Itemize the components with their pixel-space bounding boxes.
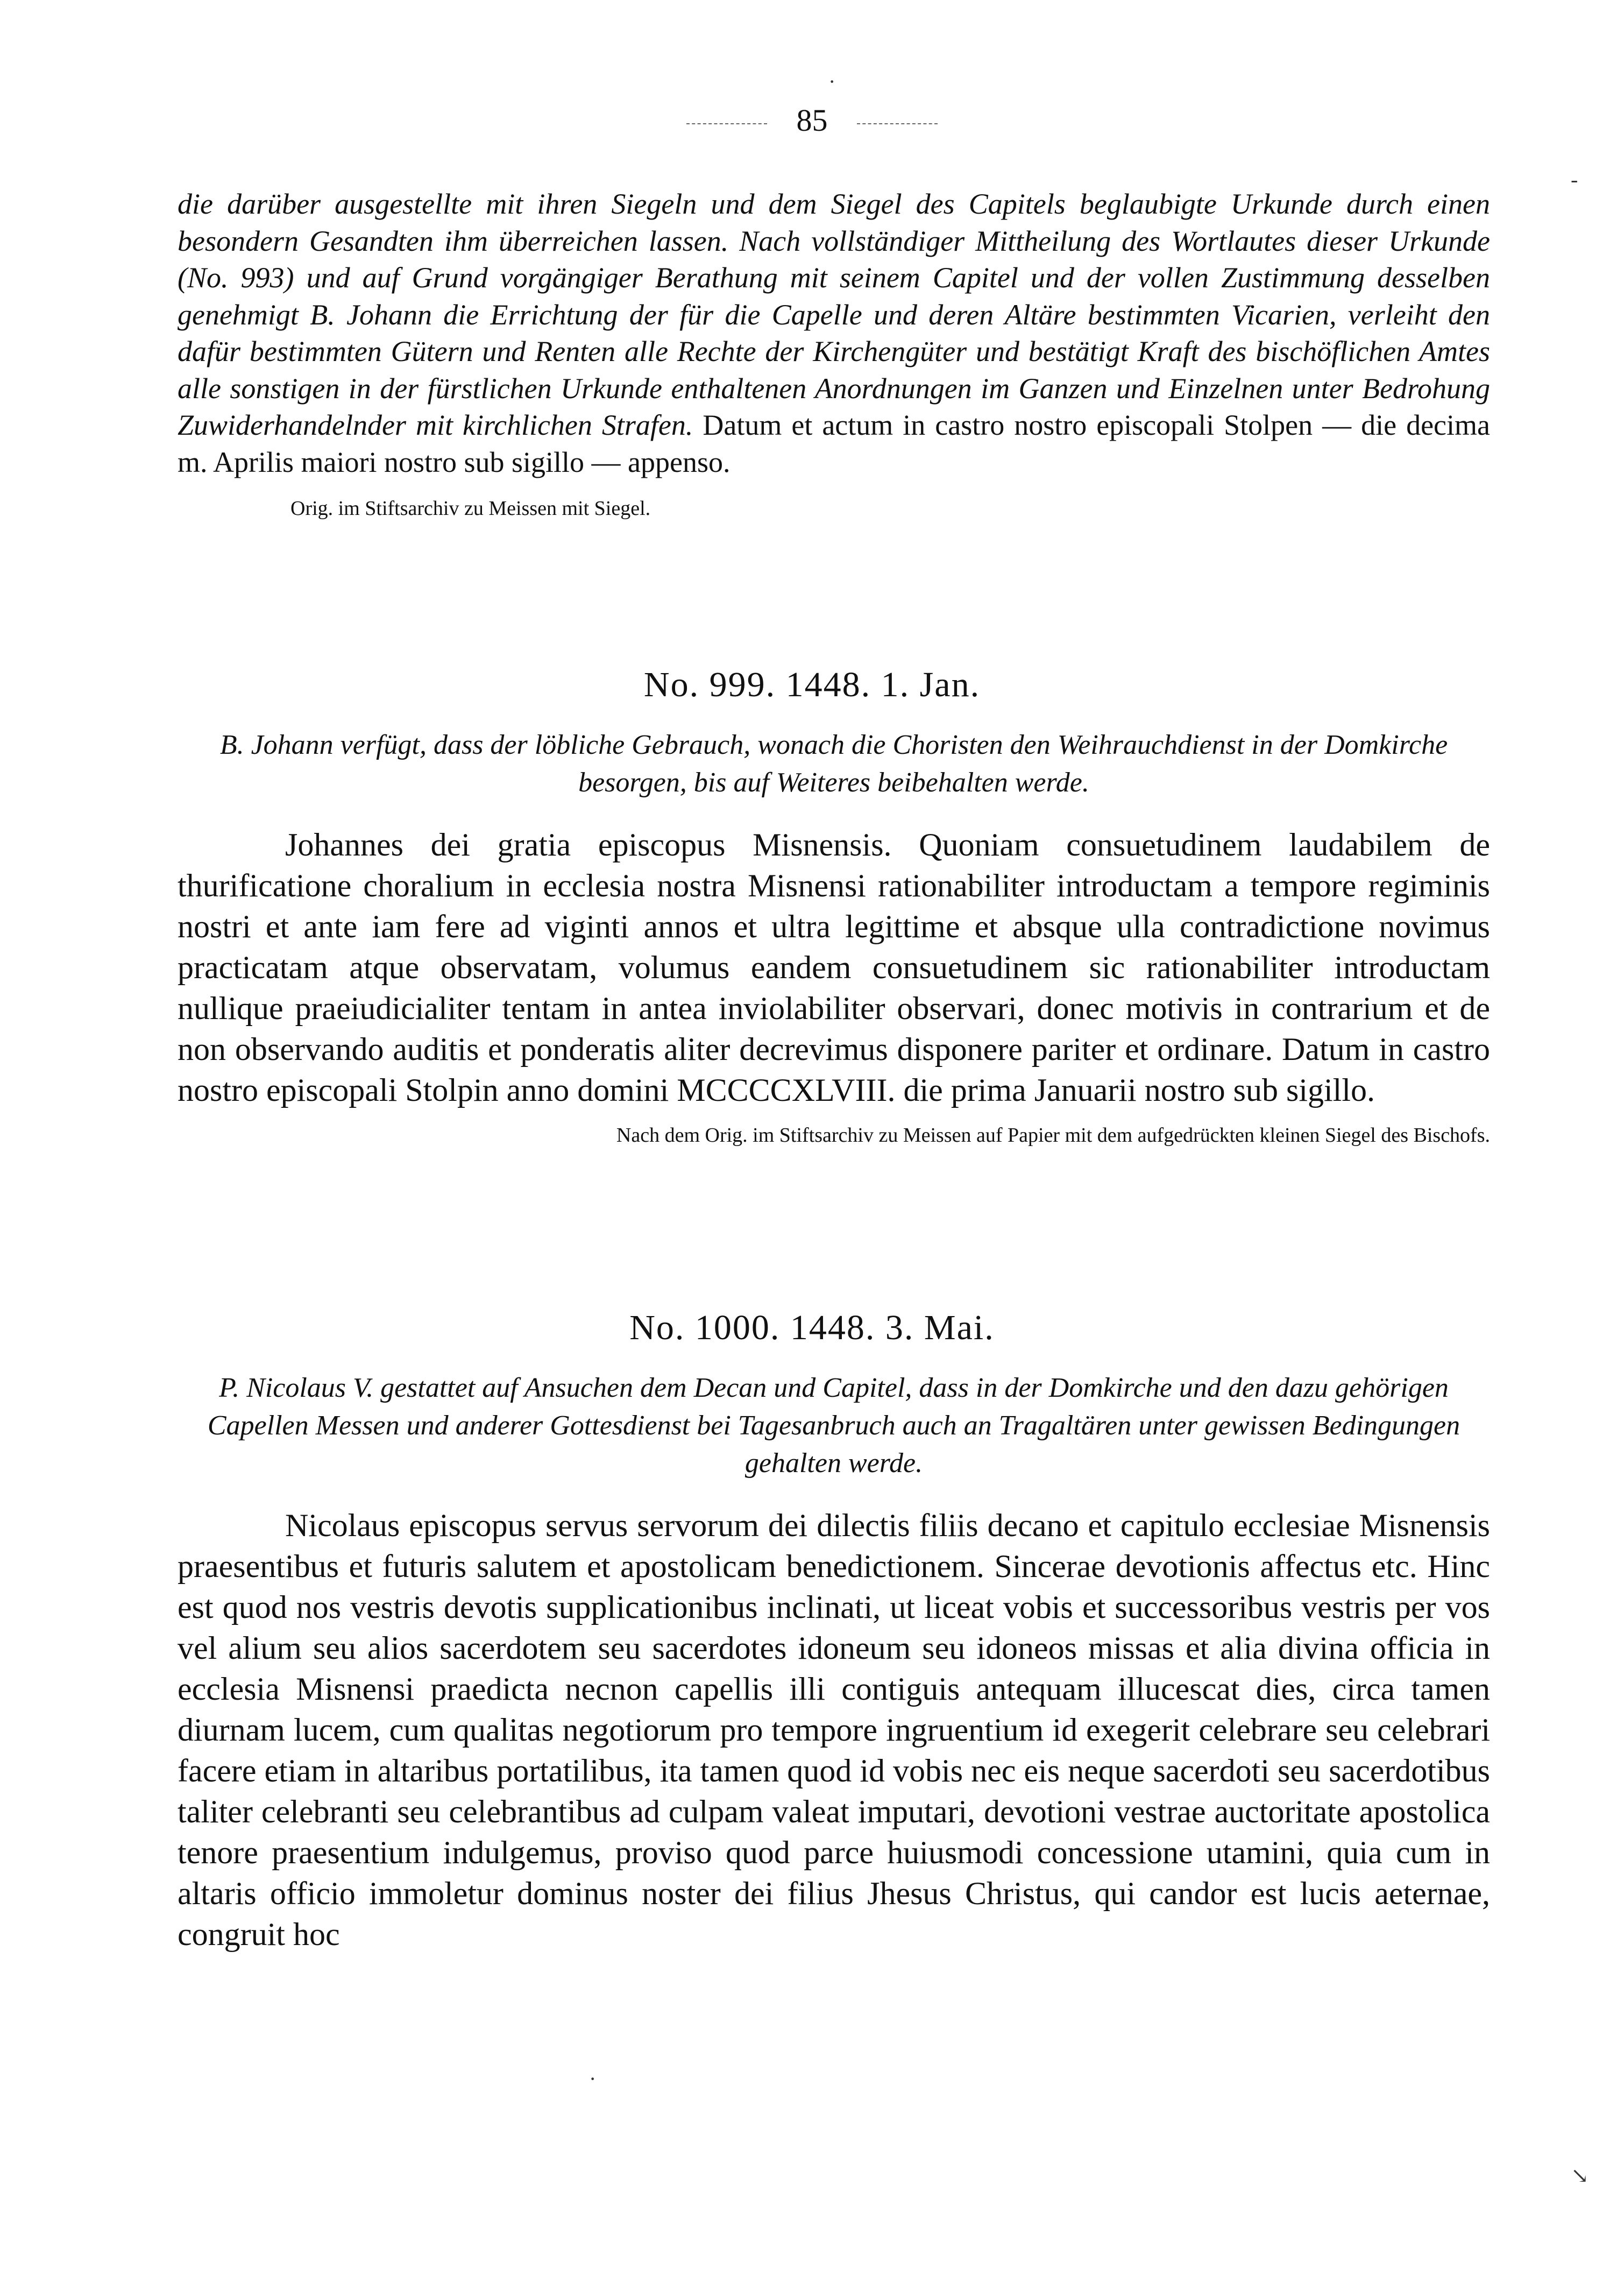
- entry-title-999: No. 999. 1448. 1. Jan.: [643, 665, 981, 704]
- header-rule-left: [686, 123, 767, 124]
- page-number: 85: [796, 103, 828, 138]
- continuation-paragraph: [178, 186, 1490, 480]
- entry-999-summary: B. Johann verfügt, dass der löbliche Gebrauch, wonach die Choristen den Weihrauchdienst in der Domkirche besorgen, bis auf Weiteres beibehalten werde.: [219, 730, 1448, 798]
- continuation-source-note: Orig. im Stiftsarchiv zu Meissen mit Siegel.: [290, 497, 651, 520]
- continuation-italic-text: die darüber ausgestellte mit ihren Siegeln und dem Siegel des Capitels beglaubigte Urkunde durch einen besondern Gesandten ihm überreichen lassen. Nach vollständiger Mittheilung des Wortlautes dieser Urkunde (No. 993) und auf Grund vorgängiger Berathung mit seinem Capitel und der vollen Zustimmung desselben genehmigt B. Johann die Errichtung der für die Capelle und deren Altäre bestimmten Vicarien, verleiht den dafür bestimmten Gütern und Renten alle Rechte der Kirchengüter und bestätigt Kraft des bischöflichen Amtes alle sonstigen in der fürstlichen Urkunde enthaltenen Anordnungen im Ganzen und Einzelnen unter Bedrohung Zuwiderhandelnder mit kirchlichen Strafen.: [178, 188, 1490, 441]
- header-rule-right: [857, 123, 938, 124]
- entry-1000: [178, 1369, 1490, 1955]
- continuation-section: [178, 186, 1490, 521]
- entry-1000-text: Nicolaus episcopus servus servorum dei dilectis filiis decano et capitulo ecclesiae Misnensis praesentibus et futuris salutem et apostolicam benedictionem. Sincerae devotionis affectus etc. Hinc est quod nos vestris devotis supplicationibus inclinati, ut liceat vobis et successoribus vestris per vos vel alium seu alios sacerdotem seu sacerdotes idoneum seu idoneos missas et alia divina officia in ecclesia Misnensi praedicta necnon capellis illi contiguis antequam illucescat dies, circa tamen diurnam lucem, cum qualitas negotiorum pro tempore ingruentium id exegerit celebrare seu celebrari facere etiam in altaribus portatilibus, ita tamen quod id vobis nec eis neque sacerdoti seu sacerdotibus taliter celebranti seu celebrantibus ad culpam valeat imputari, devotioni vestrae auctoritate apostolica tenore praesentium indulgemus, proviso quod parce huiusmodi concessione utamini, quia cum in altaris officio immoletur dominus noster dei filius Jhesus Christus, qui candor est lucis aeternae, congruit hoc: [178, 1508, 1490, 1952]
- scan-speck: ·: [589, 2067, 597, 2091]
- entry-999-source-note: Nach dem Orig. im Stiftsarchiv zu Meissen auf Papier mit dem aufgedrückten kleinen Siegel des Bischofs.: [616, 1124, 1490, 1147]
- scan-speck: ·: [828, 69, 836, 94]
- entry-1000-summary: P. Nicolaus V. gestattet auf Ansuchen dem Decan und Capitel, dass in der Domkirche und den dazu gehörigen Capellen Messen und anderer Gottesdienst bei Tagesanbruch auch an Tragaltären unter gewissen Bedingungen gehalten werde.: [207, 1373, 1460, 1479]
- scan-speck: -: [1571, 167, 1578, 192]
- entry-999-text: Johannes dei gratia episcopus Misnensis. Quoniam consuetudinem laudabilem de thurificatione choralium in ecclesia nostra Misnensi rationabiliter introductam a tempore regiminis nostri et ante iam fere ad viginti annos et ultra legittime et absque ulla contradictione novimus practicatam atque observatam, volumus eandem consuetudinem sic rationabiliter introductam nullique praeiudicialiter tentam in antea inviolabiliter observari, donec motivis in contrarium et de non observando auditis et ponderatis aliter decrevimus disponere pariter et ordinare. Datum in castro nostro episcopali Stolpin anno domini MCCCCXLVIII. die prima Januarii nostro sub sigillo.: [178, 827, 1490, 1108]
- page-header: [0, 102, 1624, 138]
- entry-title-1000: No. 1000. 1448. 3. Mai.: [629, 1308, 995, 1347]
- entry-999: [178, 726, 1490, 1148]
- continuation-dating-clause: Datum et actum in castro nostro episcopali Stolpen — die decima m. Aprilis maiori nostro sub sigillo — appenso.: [178, 409, 1490, 478]
- scan-speck: ↘: [1571, 2163, 1589, 2188]
